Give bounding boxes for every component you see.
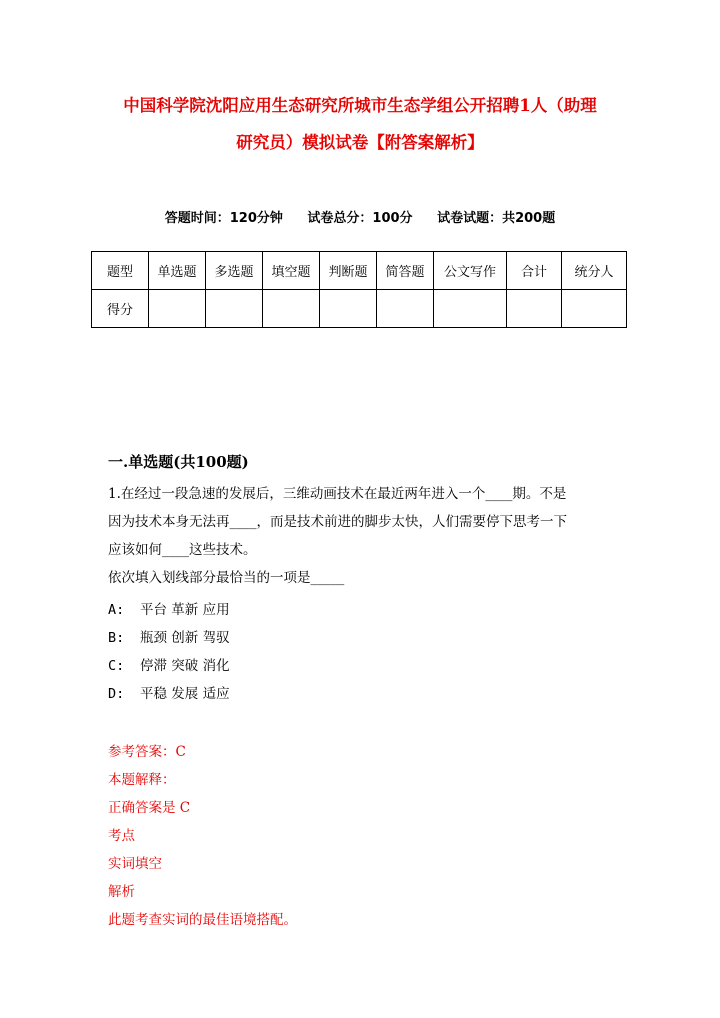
option-b <box>108 626 230 646</box>
doc-title-line1: 中国科学院沈阳应用生态研究所城市生态学组公开招聘1人（助理 <box>123 96 597 115</box>
jiexi-text: 此题考查实词的最佳语境搭配。 <box>108 912 297 928</box>
option-text: 瓶颈 创新 驾驭 <box>140 630 230 646</box>
score-header-cell: 简答题 <box>377 252 434 290</box>
exam-time: 答题时间：120分钟 <box>164 211 283 226</box>
question-line: 1.在经过一段急速的发展后，三维动画技术在最近两年进入一个____期。不是 <box>108 486 567 502</box>
score-cell <box>206 290 263 328</box>
option-key: B: <box>108 630 125 646</box>
score-cell <box>562 290 627 328</box>
score-cell <box>434 290 507 328</box>
score-header-cell: 题型 <box>92 252 149 290</box>
score-cell <box>507 290 562 328</box>
score-cell <box>149 290 206 328</box>
option-text: 停滞 突破 消化 <box>140 658 230 674</box>
score-header-cell: 判断题 <box>320 252 377 290</box>
explanation-label: 本题解释： <box>108 772 176 788</box>
question-prompt: 依次填入划线部分最恰当的一项是_____ <box>108 570 345 586</box>
score-header-cell: 填空题 <box>263 252 320 290</box>
doc-title-line2: 研究员）模拟试卷【附答案解析】 <box>236 133 484 152</box>
option-key: C: <box>108 658 125 674</box>
exam-question-count: 试卷试题：共200题 <box>437 211 556 226</box>
score-cell <box>377 290 434 328</box>
score-header-cell: 多选题 <box>206 252 263 290</box>
score-table <box>91 251 627 328</box>
kaodian-value: 实词填空 <box>108 856 162 872</box>
option-key: A: <box>108 602 125 618</box>
option-a <box>108 598 230 618</box>
jiexi-label: 解析 <box>108 884 135 900</box>
reference-answer: 参考答案：C <box>108 744 186 760</box>
question-line: 因为技术本身无法再____，而是技术前进的脚步太快，人们需要停下思考一下 <box>108 514 567 530</box>
kaodian-label: 考点 <box>108 828 135 844</box>
correct-answer: 正确答案是 C <box>108 800 191 816</box>
option-d <box>108 682 230 702</box>
score-table-header-row <box>92 252 627 290</box>
option-key: D: <box>108 686 125 702</box>
score-header-cell: 合计 <box>507 252 562 290</box>
section-title: 一.单选题(共100题) <box>108 453 249 471</box>
exam-total-score: 试卷总分：100分 <box>307 211 413 226</box>
score-table-score-row <box>92 290 627 328</box>
question-line: 应该如何____这些技术。 <box>108 542 257 558</box>
score-row-label: 得分 <box>92 290 149 328</box>
option-text: 平稳 发展 适应 <box>140 686 230 702</box>
score-cell <box>263 290 320 328</box>
score-header-cell: 公文写作 <box>434 252 507 290</box>
score-cell <box>320 290 377 328</box>
score-header-cell: 单选题 <box>149 252 206 290</box>
option-text: 平台 革新 应用 <box>140 602 230 618</box>
option-c <box>108 654 230 674</box>
score-header-cell: 统分人 <box>562 252 627 290</box>
exam-meta <box>90 207 630 226</box>
